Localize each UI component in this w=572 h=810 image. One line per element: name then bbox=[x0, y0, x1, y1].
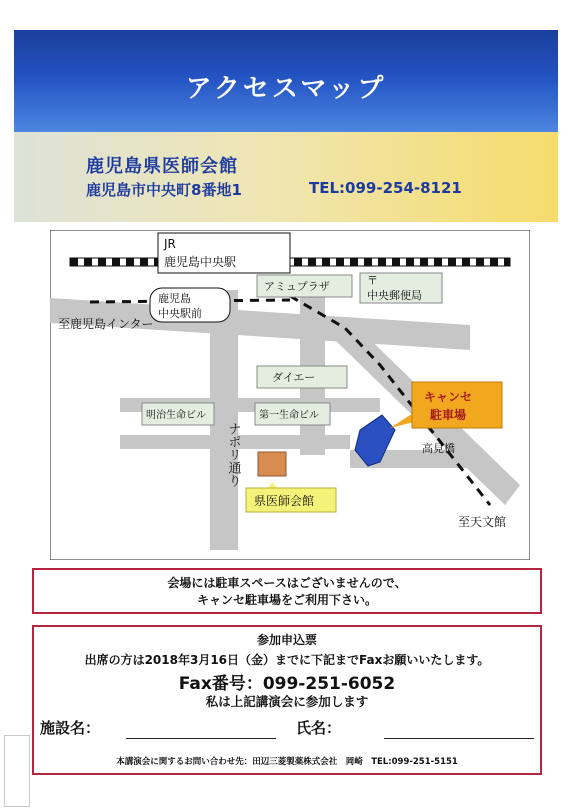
svg-text:第一生命ビル: 第一生命ビル bbox=[259, 410, 319, 421]
svg-text:アミュプラザ: アミュプラザ bbox=[264, 280, 330, 293]
napoli-street-label bbox=[226, 422, 242, 487]
notice-line-2: キャンセ駐車場をご利用下さい。 bbox=[196, 593, 377, 607]
to-tenmonkan-label: 至天文館 bbox=[458, 515, 507, 529]
fax-number: Fax番号：099-251-6052 bbox=[178, 674, 396, 694]
person-name-field[interactable] bbox=[384, 738, 534, 739]
medical-hall-building bbox=[258, 452, 286, 476]
svg-text:県医師会館: 県医師会館 bbox=[254, 494, 315, 508]
svg-text:〒: 〒 bbox=[367, 274, 378, 287]
facility-name-field[interactable] bbox=[126, 738, 276, 739]
organization-info-band bbox=[14, 132, 558, 222]
daiichi-building-label bbox=[255, 403, 330, 425]
contact-info: 本講演会に関するお問い合わせ先：田辺三菱製薬株式会社 岡崎 TEL:099-251-5151 bbox=[116, 757, 458, 767]
amu-plaza-label bbox=[257, 275, 352, 297]
svg-text:鹿児島中央駅: 鹿児島中央駅 bbox=[164, 255, 237, 269]
registration-form bbox=[32, 625, 542, 775]
person-name-label: 氏名： bbox=[296, 719, 342, 737]
page-title: アクセスマップ bbox=[185, 74, 387, 104]
svg-text:鹿児島: 鹿児島 bbox=[158, 292, 191, 305]
form-description: 出席の方は2018年3月16日（金）までに下記までFaxお願いいたします。 bbox=[84, 653, 490, 667]
parking-notice bbox=[32, 568, 542, 614]
station-front-label bbox=[150, 288, 230, 322]
svg-text:ダイエー: ダイエー bbox=[272, 371, 316, 384]
organization-name: 鹿児島県医師会館 bbox=[86, 156, 238, 177]
svg-text:明治生命ビル: 明治生命ビル bbox=[146, 410, 206, 421]
svg-text:JR: JR bbox=[164, 237, 176, 251]
facility-name-label: 施設名： bbox=[40, 719, 101, 737]
form-title: 参加申込票 bbox=[256, 633, 317, 647]
meiji-building-label bbox=[142, 403, 214, 425]
post-office-label bbox=[360, 273, 442, 303]
organization-address: 鹿児島市中央町8番地1 bbox=[86, 181, 242, 199]
takami-bridge-label: 高見橋 bbox=[422, 442, 455, 455]
svg-text:中央郵便局: 中央郵便局 bbox=[367, 289, 422, 302]
margin-stamp bbox=[4, 735, 30, 807]
to-interchange-label: 至鹿児島インター bbox=[58, 317, 154, 331]
jr-station-label bbox=[158, 233, 290, 273]
header-band bbox=[14, 30, 558, 132]
attendance-statement: 私は上記講演会に参加します bbox=[205, 694, 369, 709]
svg-text:駐車場: 駐車場 bbox=[430, 408, 467, 422]
daiei-label bbox=[257, 366, 347, 388]
access-map bbox=[50, 230, 530, 560]
svg-text:中央駅前: 中央駅前 bbox=[158, 307, 202, 320]
organization-tel: TEL:099-254-8121 bbox=[309, 179, 462, 197]
svg-text:ナポリ通り: ナポリ通り bbox=[225, 422, 241, 487]
notice-line-1: 会場には駐車スペースはございませんので、 bbox=[167, 576, 407, 590]
svg-text:キャンセ: キャンセ bbox=[424, 390, 473, 404]
